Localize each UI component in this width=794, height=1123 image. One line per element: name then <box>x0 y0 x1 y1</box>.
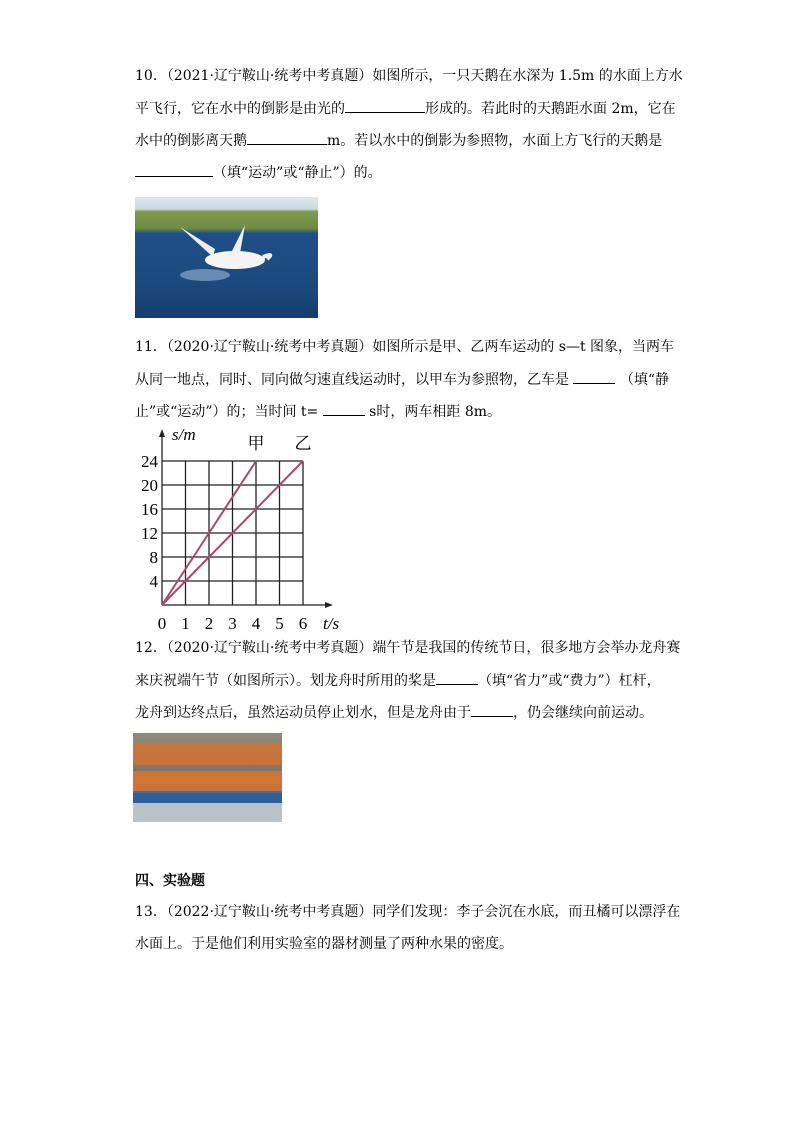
answer-blank[interactable] <box>471 702 513 717</box>
x-tick-label: 3 <box>228 614 237 633</box>
q10-text: （填“运动”或“静止”）的。 <box>213 165 382 181</box>
q12-text: ，仍会继续向前运动。 <box>513 705 653 721</box>
q10-text: m。若以水中的倒影为参照物，水面上方飞行的天鹅是 <box>327 133 663 149</box>
q11-text: （填“静 <box>615 372 670 388</box>
q10-text: 平飞行，它在水中的倒影是由光的 <box>135 101 345 117</box>
q10-line2 <box>135 98 676 119</box>
x-tick-label: 6 <box>298 614 308 633</box>
section-title: 四、实验题 <box>135 873 205 889</box>
y-tick-label: 4 <box>149 572 158 591</box>
answer-blank[interactable] <box>323 401 365 416</box>
q11-text: s时，两车相距 8m。 <box>364 404 502 420</box>
y-tick-label: 8 <box>149 548 158 567</box>
q11-line3 <box>135 401 501 422</box>
answer-blank[interactable] <box>573 369 615 384</box>
dragon-boat-illustration <box>133 733 282 822</box>
x-axis-arrow-icon <box>325 602 333 608</box>
y-axis-label: s/m <box>172 428 196 444</box>
y-tick-label: 20 <box>141 476 158 495</box>
answer-blank[interactable] <box>436 670 478 685</box>
q11-text: 止”或“运动”）的；当时间 t= <box>135 404 323 420</box>
series-label: 乙 <box>294 434 312 453</box>
q12-line2 <box>135 670 661 691</box>
answer-blank[interactable] <box>247 130 327 145</box>
q10-text: 形成的。若此时的天鹅距水面 2m，它在 <box>425 101 676 117</box>
st-graph <box>135 428 355 633</box>
q11-text: 从同一地点，同时、同向做匀速直线运动时，以甲车为参照物，乙车是 <box>135 372 574 388</box>
q10-line1: 10．（2021·辽宁鞍山·统考中考真题）如图所示，一只天鹅在水深为 1.5m 的水面上方水 <box>135 68 683 84</box>
q13-line1: 13．（2022·辽宁鞍山·统考中考真题）同学们发现：李子会沉在水底，而丑橘可以漂浮在 <box>135 904 681 920</box>
y-tick-label: 24 <box>141 452 158 471</box>
q13-line2: 水面上。于是他们利用实验室的器材测量了两种水果的密度。 <box>135 936 513 952</box>
x-tick-label: 1 <box>181 614 190 633</box>
x-tick-label: 0 <box>157 614 167 633</box>
dragon-boat-photo <box>133 733 282 822</box>
q12-text: 来庆祝端午节（如图所示）。划龙舟时所用的桨是 <box>135 673 436 689</box>
q10-line4 <box>135 162 382 183</box>
q11-line2 <box>135 369 669 390</box>
y-axis-arrow-icon <box>159 429 165 437</box>
series-label: 甲 <box>247 434 265 453</box>
answer-blank[interactable] <box>135 162 213 177</box>
q10-text: 水中的倒影离天鹅 <box>135 133 247 149</box>
q10-line3 <box>135 130 662 151</box>
x-tick-label: 5 <box>275 614 284 633</box>
y-tick-label: 12 <box>141 524 158 543</box>
swan-illustration <box>135 197 318 318</box>
q12-text: （填“省力”或“费力”）杠杆， <box>478 673 661 689</box>
q12-text: 龙舟到达终点后，虽然运动员停止划水，但是龙舟由于 <box>135 705 471 721</box>
x-tick-label: 2 <box>204 614 214 633</box>
q11-line1: 11．（2020·辽宁鞍山·统考中考真题）如图所示是甲、乙两车运动的 s—t 图象，当两车 <box>135 339 675 355</box>
swan-photo <box>135 197 318 318</box>
x-axis-label: t/s <box>323 614 340 633</box>
answer-blank[interactable] <box>345 98 425 113</box>
q12-line3 <box>135 702 653 723</box>
y-tick-label: 16 <box>141 500 158 519</box>
x-tick-label: 4 <box>251 614 261 633</box>
q12-line1: 12．（2020·辽宁鞍山·统考中考真题）端午节是我国的传统节日，很多地方会举办龙舟赛 <box>135 640 681 656</box>
